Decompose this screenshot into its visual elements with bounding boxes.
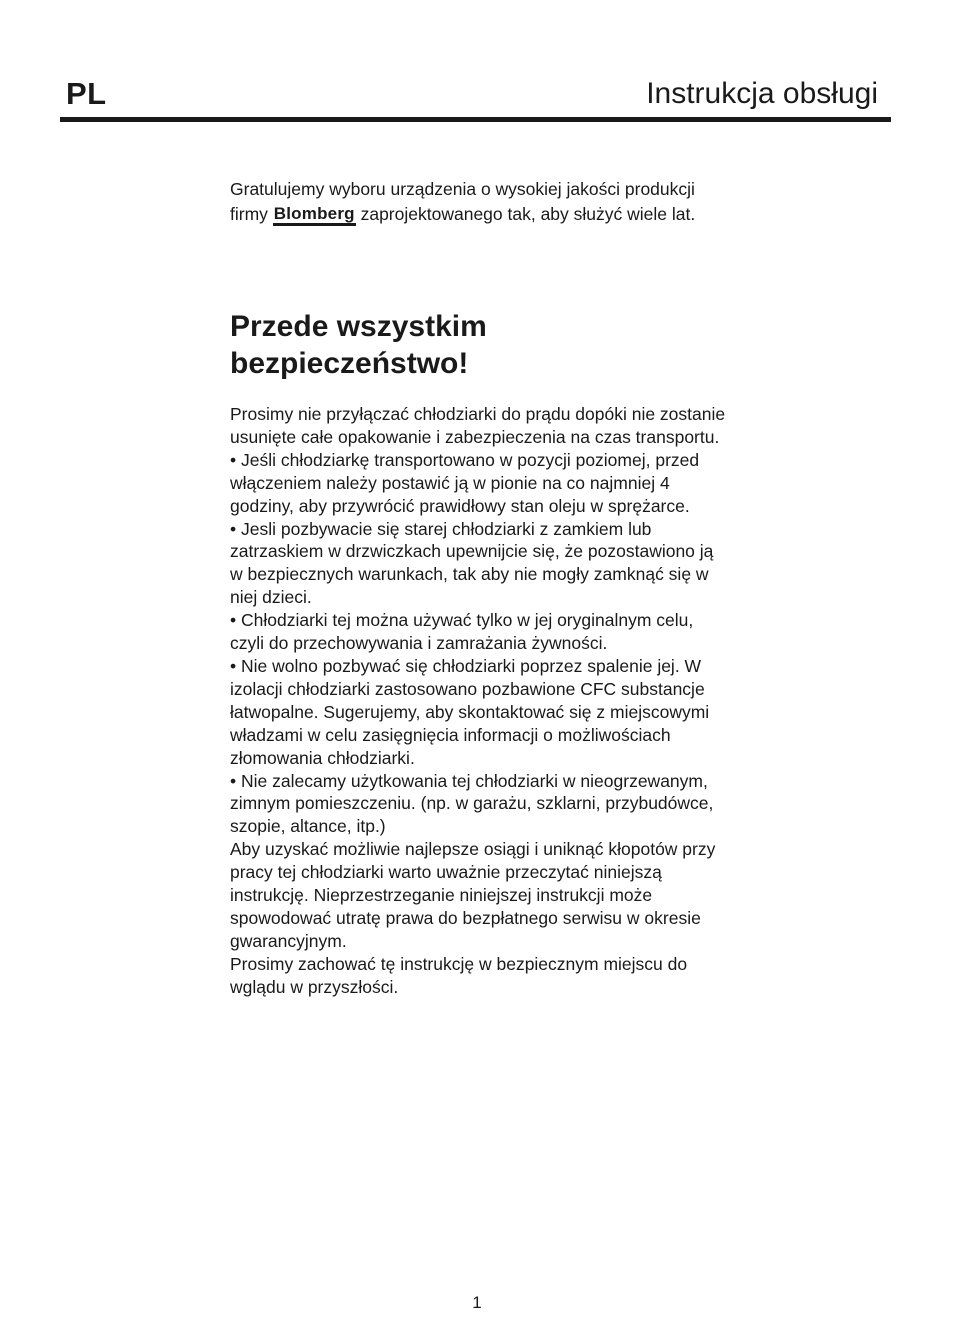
safety-bullet: • Nie zalecamy użytkowania tej chłodziarki w nieogrzewanym, zimnym pomieszczeniu. (np. w garażu, szklarni, przybudówce, szopie, altance, itp.) (230, 770, 714, 837)
safety-instructions (230, 403, 730, 999)
safety-paragraph: Aby uzyskać możliwie najlepsze osiągi i uniknąć kłopotów przy pracy tej chłodziarki warto uważnie przeczytać niniejszą instrukcję. Nieprzestrzeganie niniejszej instrukcji może spowodować utratę prawa do bezpłatnego serwisu w okresie gwarancyjnym. (230, 839, 716, 951)
intro-text-end: zaprojektowanego tak, aby służyć wiele lat. (355, 204, 696, 224)
safety-bullet: • Nie wolno pozbywać się chłodziarki poprzez spalenie jej. W izolacji chłodziarki zastosowano pozbawione CFC substancje łatwopalne. Sugerujemy, aby skontaktować się z miejscowymi władzami w celu zasięgnięcia informacji o możliwościach złomowania chłodziarki. (230, 655, 710, 768)
intro-text-start: Gratulujemy wyboru urządzenia o wysokiej jakości produkcji firmy (230, 179, 695, 224)
header-divider (60, 117, 891, 122)
safety-paragraph: Prosimy nie przyłączać chłodziarki do prądu dopóki nie zostanie usunięte całe opakowanie i zabezpieczenia na czas transportu. (230, 404, 726, 447)
brand-logo: Blomberg (273, 205, 356, 226)
language-code: PL (66, 76, 107, 111)
main-content (230, 177, 730, 997)
document-title: Instrukcja obsługi (646, 77, 878, 110)
page-number: 1 (472, 1293, 482, 1312)
safety-bullet: • Jesli pozbywacie się starej chłodziarki z zamkiem lub zatrzaskiem w drzwiczkach upewnijcie się, że pozostawiono ją w bezpiecznych warunkach, tak aby nie mogły zamknąć się w niej dzieci. (230, 518, 714, 608)
intro-paragraph (230, 177, 730, 227)
safety-paragraph: Prosimy zachować tę instrukcję w bezpiecznym miejscu do wglądu w przyszłości. (230, 953, 688, 997)
safety-heading: Przede wszystkim bezpieczeństwo! (230, 310, 487, 380)
safety-bullet: • Jeśli chłodziarkę transportowano w pozycji poziomej, przed włączeniem należy postawić ją w pionie na co najmniej 4 godziny, aby przywrócić prawidłowy stan oleju w sprężarce. (230, 449, 700, 516)
safety-bullet: • Chłodziarki tej można używać tylko w jej oryginalnym celu, czyli do przechowywania i zamrażania żywności. (230, 610, 694, 654)
